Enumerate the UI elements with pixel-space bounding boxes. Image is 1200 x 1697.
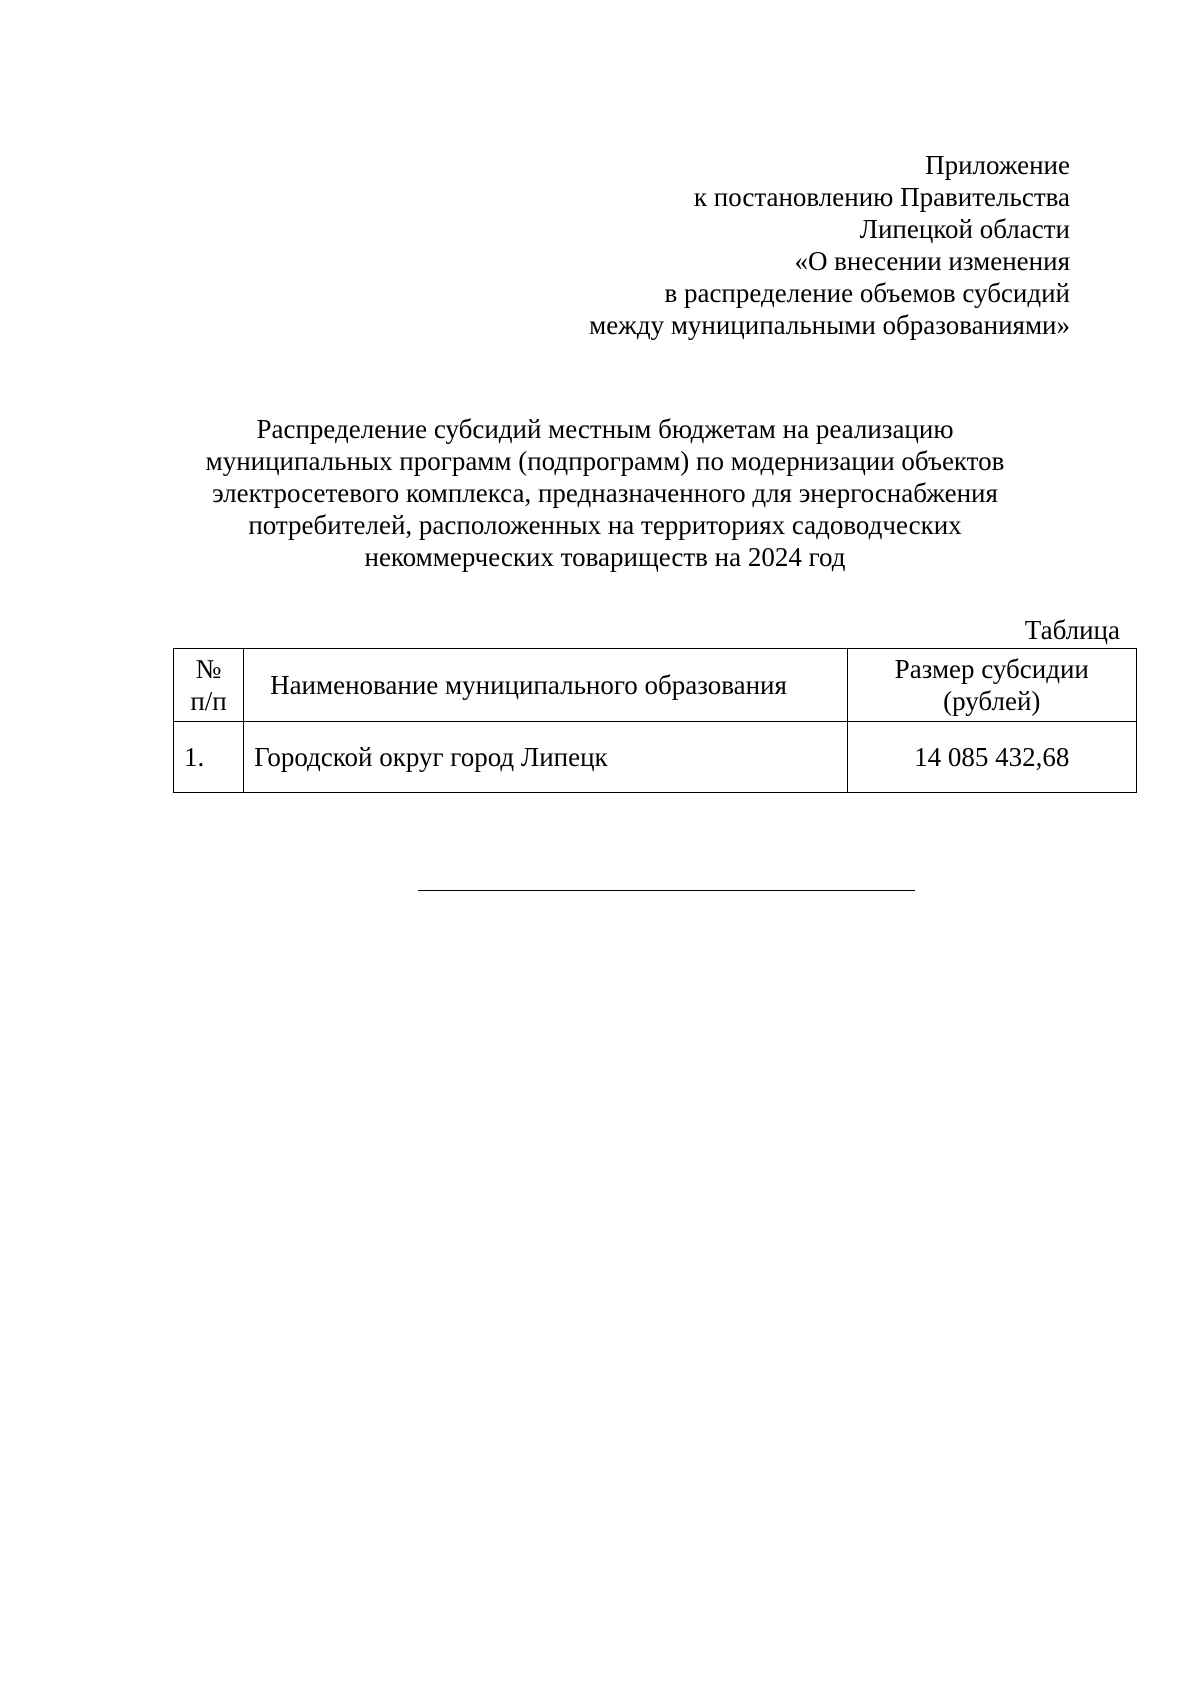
appendix-line: «О внесении изменения	[794, 246, 1070, 276]
appendix-line: Липецкой области	[859, 214, 1070, 244]
title-line: электросетевого комплекса, предназначенного для энергоснабжения	[212, 478, 998, 508]
row-amount: 14 085 432,68	[847, 722, 1136, 793]
appendix-line: в распределение объемов субсидий	[664, 278, 1070, 308]
title-line: муниципальных программ (подпрограмм) по модернизации объектов	[205, 446, 1005, 476]
row-municipality: Городской округ город Липецк	[244, 722, 847, 793]
appendix-line: между муниципальными образованиями»	[589, 310, 1070, 340]
table-row	[174, 722, 1137, 793]
header-number-abbr: п/п	[190, 686, 227, 716]
appendix-header	[370, 149, 1070, 341]
closing-rule	[418, 890, 915, 891]
header-number-symbol: №	[195, 654, 222, 684]
header-amount-unit: (рублей)	[943, 686, 1041, 716]
header-municipality: Наименование муниципального образования	[244, 649, 847, 722]
header-number	[174, 649, 244, 722]
subsidy-table	[173, 648, 1137, 793]
document-title	[170, 413, 1040, 573]
table-header-row	[174, 649, 1137, 722]
appendix-line: Приложение	[925, 150, 1070, 180]
title-line: потребителей, расположенных на территориях садоводческих	[248, 510, 962, 540]
appendix-line: к постановлению Правительства	[693, 182, 1070, 212]
header-amount	[847, 649, 1136, 722]
title-line: Распределение субсидий местным бюджетам на реализацию	[256, 414, 954, 444]
table-caption: Таблица	[1024, 615, 1120, 645]
row-number: 1.	[174, 722, 244, 793]
header-amount-title: Размер субсидии	[894, 654, 1089, 684]
title-line: некоммерческих товариществ на 2024 год	[364, 542, 846, 572]
